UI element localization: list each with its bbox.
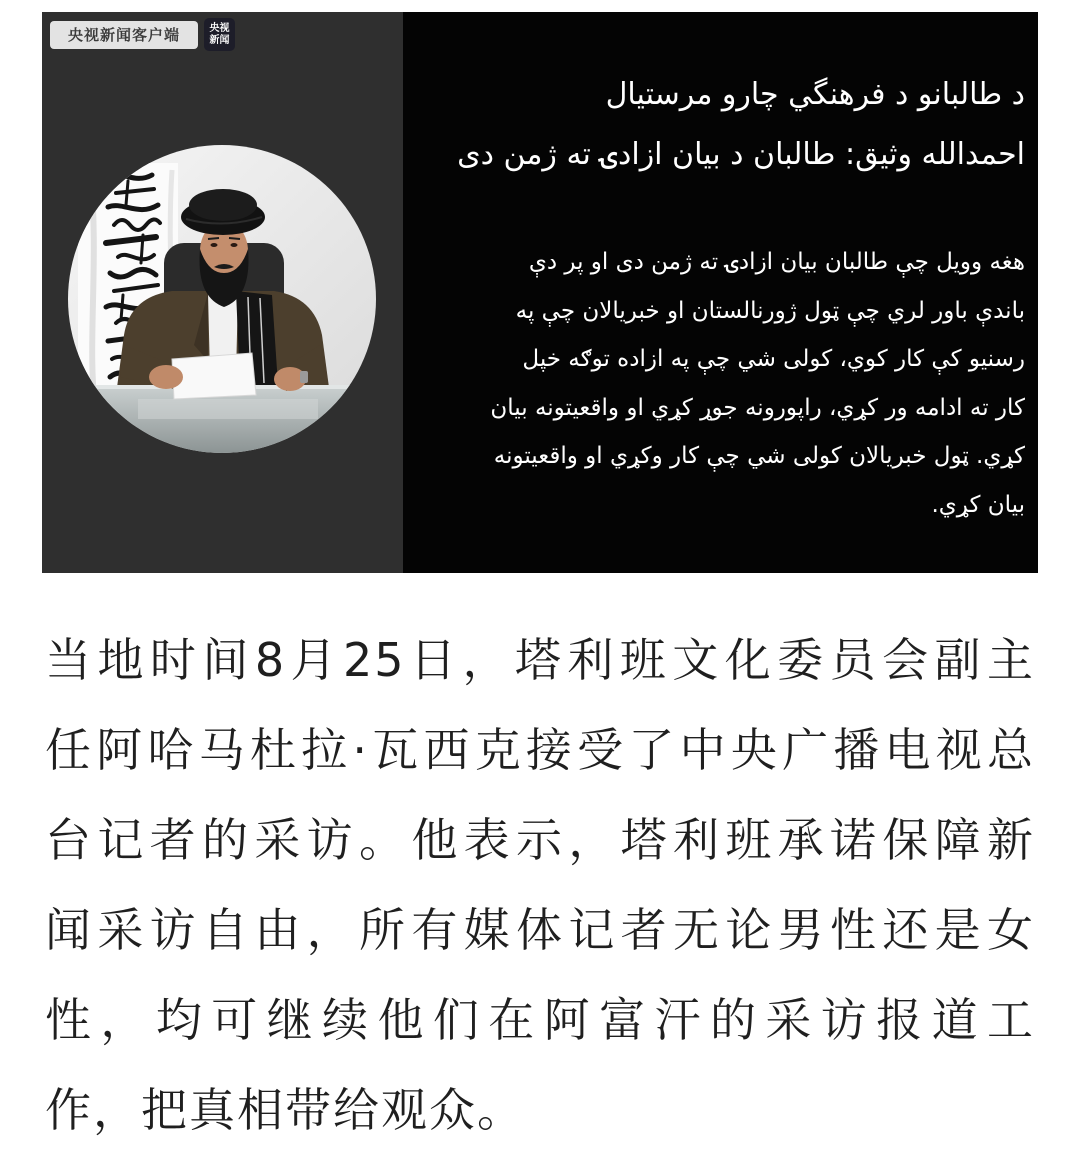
caption-body-line: کړي. ټول خبریالان کولی شي چې کار وکړي او واقعیتونه (493, 443, 1025, 469)
portrait-content (68, 145, 376, 453)
caption-headline-line: د طالبانو د فرهنگي چارو مرستیال (605, 77, 1025, 112)
caption-body-line: رسنیو کې کار کوي، کولی شي چې په ازاده توګه خپل (522, 346, 1025, 372)
flag-calligraphy-stroke (121, 295, 123, 320)
speaker-left-hand (149, 365, 183, 389)
article-line: 台记者的采访。他表示，塔利班承诺保障新 (45, 813, 1035, 867)
caption-body-line: باندې باور لري چې ټول ژورنالستان او خبریالان چې په (515, 297, 1025, 324)
wrist-watch (300, 371, 308, 383)
statement-paper (172, 353, 256, 399)
caption-body-line: کار ته ادامه ور کړي، راپورونه جوړ کړي او واقعیتونه بیان (490, 394, 1025, 421)
caption-body-line: هغه وویل چې طالبان بیان ازادۍ ته ژمن دی او پر دې (528, 249, 1025, 275)
article-line: 当地时间8月25日，塔利班文化委员会副主 (45, 633, 1035, 687)
caption-headline (407, 65, 1025, 185)
article-news-image[interactable] (42, 12, 1038, 573)
speaker-eye (231, 243, 238, 247)
flag-calligraphy-stroke (126, 181, 128, 205)
app-icon-text-top: 央视 (209, 22, 230, 34)
article-line: 性，均可继续他们在阿富汗的采访报道工 (45, 993, 1035, 1047)
image-portrait-panel (42, 12, 403, 573)
caption-body-line: بیان کړي. (931, 491, 1025, 518)
speaker-eyebrow (229, 238, 240, 239)
speaker-eye (211, 243, 218, 247)
desk-reflection (138, 399, 318, 419)
article-line: 任阿哈马杜拉·瓦西克接受了中央广播电视总 (45, 723, 1035, 777)
article-line: 作，把真相带给观众。 (45, 1083, 525, 1137)
caption-body (407, 238, 1025, 529)
flag-calligraphy-stroke (110, 175, 152, 179)
cctv-news-client-badge: 央视新闻客户端 (50, 21, 198, 49)
cctv-news-app-icon (204, 18, 235, 51)
speaker-eyebrow (208, 238, 219, 239)
flag-calligraphy-stroke (141, 235, 143, 263)
flag-fold (90, 165, 96, 415)
caption-headline-line: احمدالله وثیق: طالبان د بیان ازادۍ ته ژمن دی (457, 137, 1025, 172)
article-line: 闻采访自由，所有媒体记者无论男性还是女 (45, 903, 1035, 957)
speaker-portrait (68, 145, 376, 453)
article-body-paragraph (45, 615, 1035, 1155)
speaker-turban-top (189, 189, 257, 221)
app-icon-text-bottom: 新闻 (209, 34, 230, 46)
